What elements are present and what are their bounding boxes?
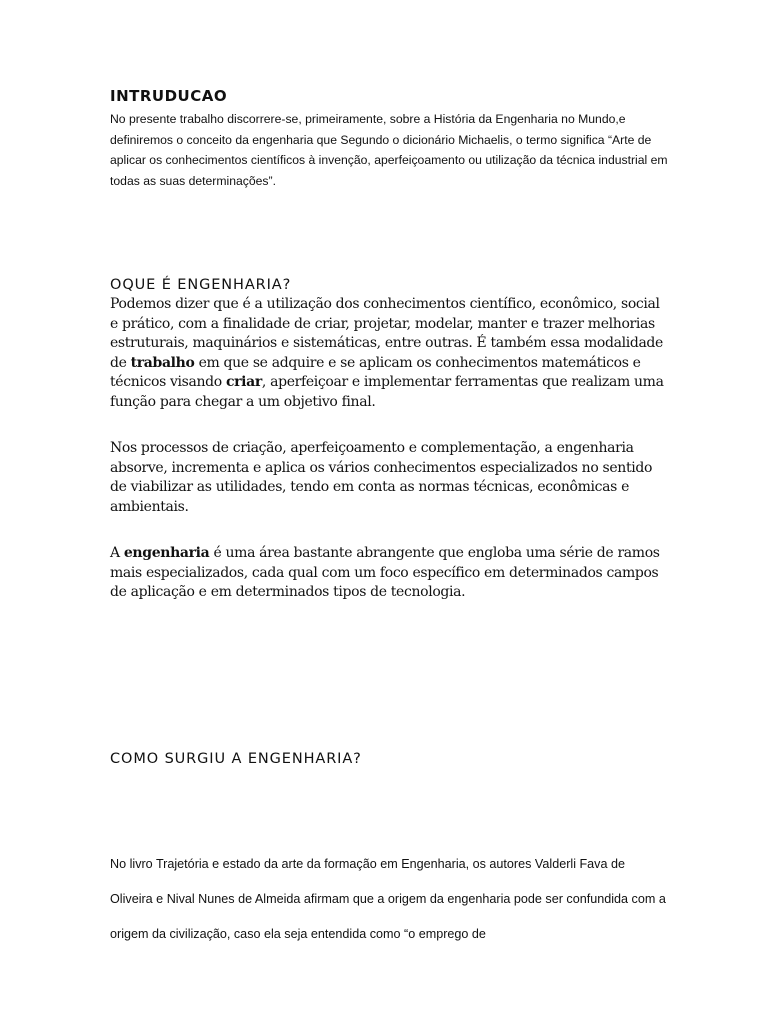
bold-criar: criar [225,374,262,391]
intro-paragraph: No presente trabalho discorrere-se, primeiramente, sobre a História da Engenharia no Mundo,e definiremos o conceito da engenharia que Segundo o dicionário Michaelis, o termo significa “Arte de aplicar os conhecimentos científicos à invenção, aperfeiçoamento ou utilização da técnica industrial em todas as suas determinações”. [110,112,668,188]
oque-p3-text-b: é uma área bastante abrangente que engloba uma série de ramos mais especializados, cada qual com um foco específico em determinados campos de aplicação e em determinados tipos de tecnologia. [110,545,660,601]
oque-paragraph-1 [110,295,670,413]
oque-p3-text-a: A [110,545,124,561]
bold-engenharia: engenharia [123,545,210,561]
bold-trabalho: trabalho [130,354,195,371]
oque-heading: OQUE É ENGENHARIA? [110,277,292,293]
intro-heading: INTRUDUCAO [110,87,228,105]
oque-p1-text-c: , aperfeiçoar e implementar ferramentas que realizam uma função para chegar a um objetivo final. [110,374,664,410]
oque-paragraph-2: Nos processos de criação, aperfeiçoamento e complementação, a engenharia absorve, incrementa e aplica os vários conhecimentos especializados no sentido de viabilizar as utilidades, tendo em conta as normas técnicas, econômicas e ambientais. [110,440,653,515]
oque-paragraph-3 [110,544,670,603]
como-heading: COMO SURGIU A ENGENHARIA? [110,751,362,767]
como-paragraph: No livro Trajetória e estado da arte da formação em Engenharia, os autores Valderli Fava de Oliveira e Nival Nunes de Almeida afirmam que a origem da engenharia pode ser confundida com a origem da civilização, caso ela seja entendida como “o emprego de [110,857,666,941]
oque-p1-text-b: em que se adquire e se aplicam os conhecimentos matemáticos e técnicos visando [110,354,641,391]
oque-p1-text-a: Podemos dizer que é a utilização dos conhecimentos científico, econômico, social e prático, com a finalidade de criar, projetar, modelar, manter e trazer melhorias estruturais, maquinários e sistemáticas, entre outras. É também essa modalidade de [110,296,663,371]
